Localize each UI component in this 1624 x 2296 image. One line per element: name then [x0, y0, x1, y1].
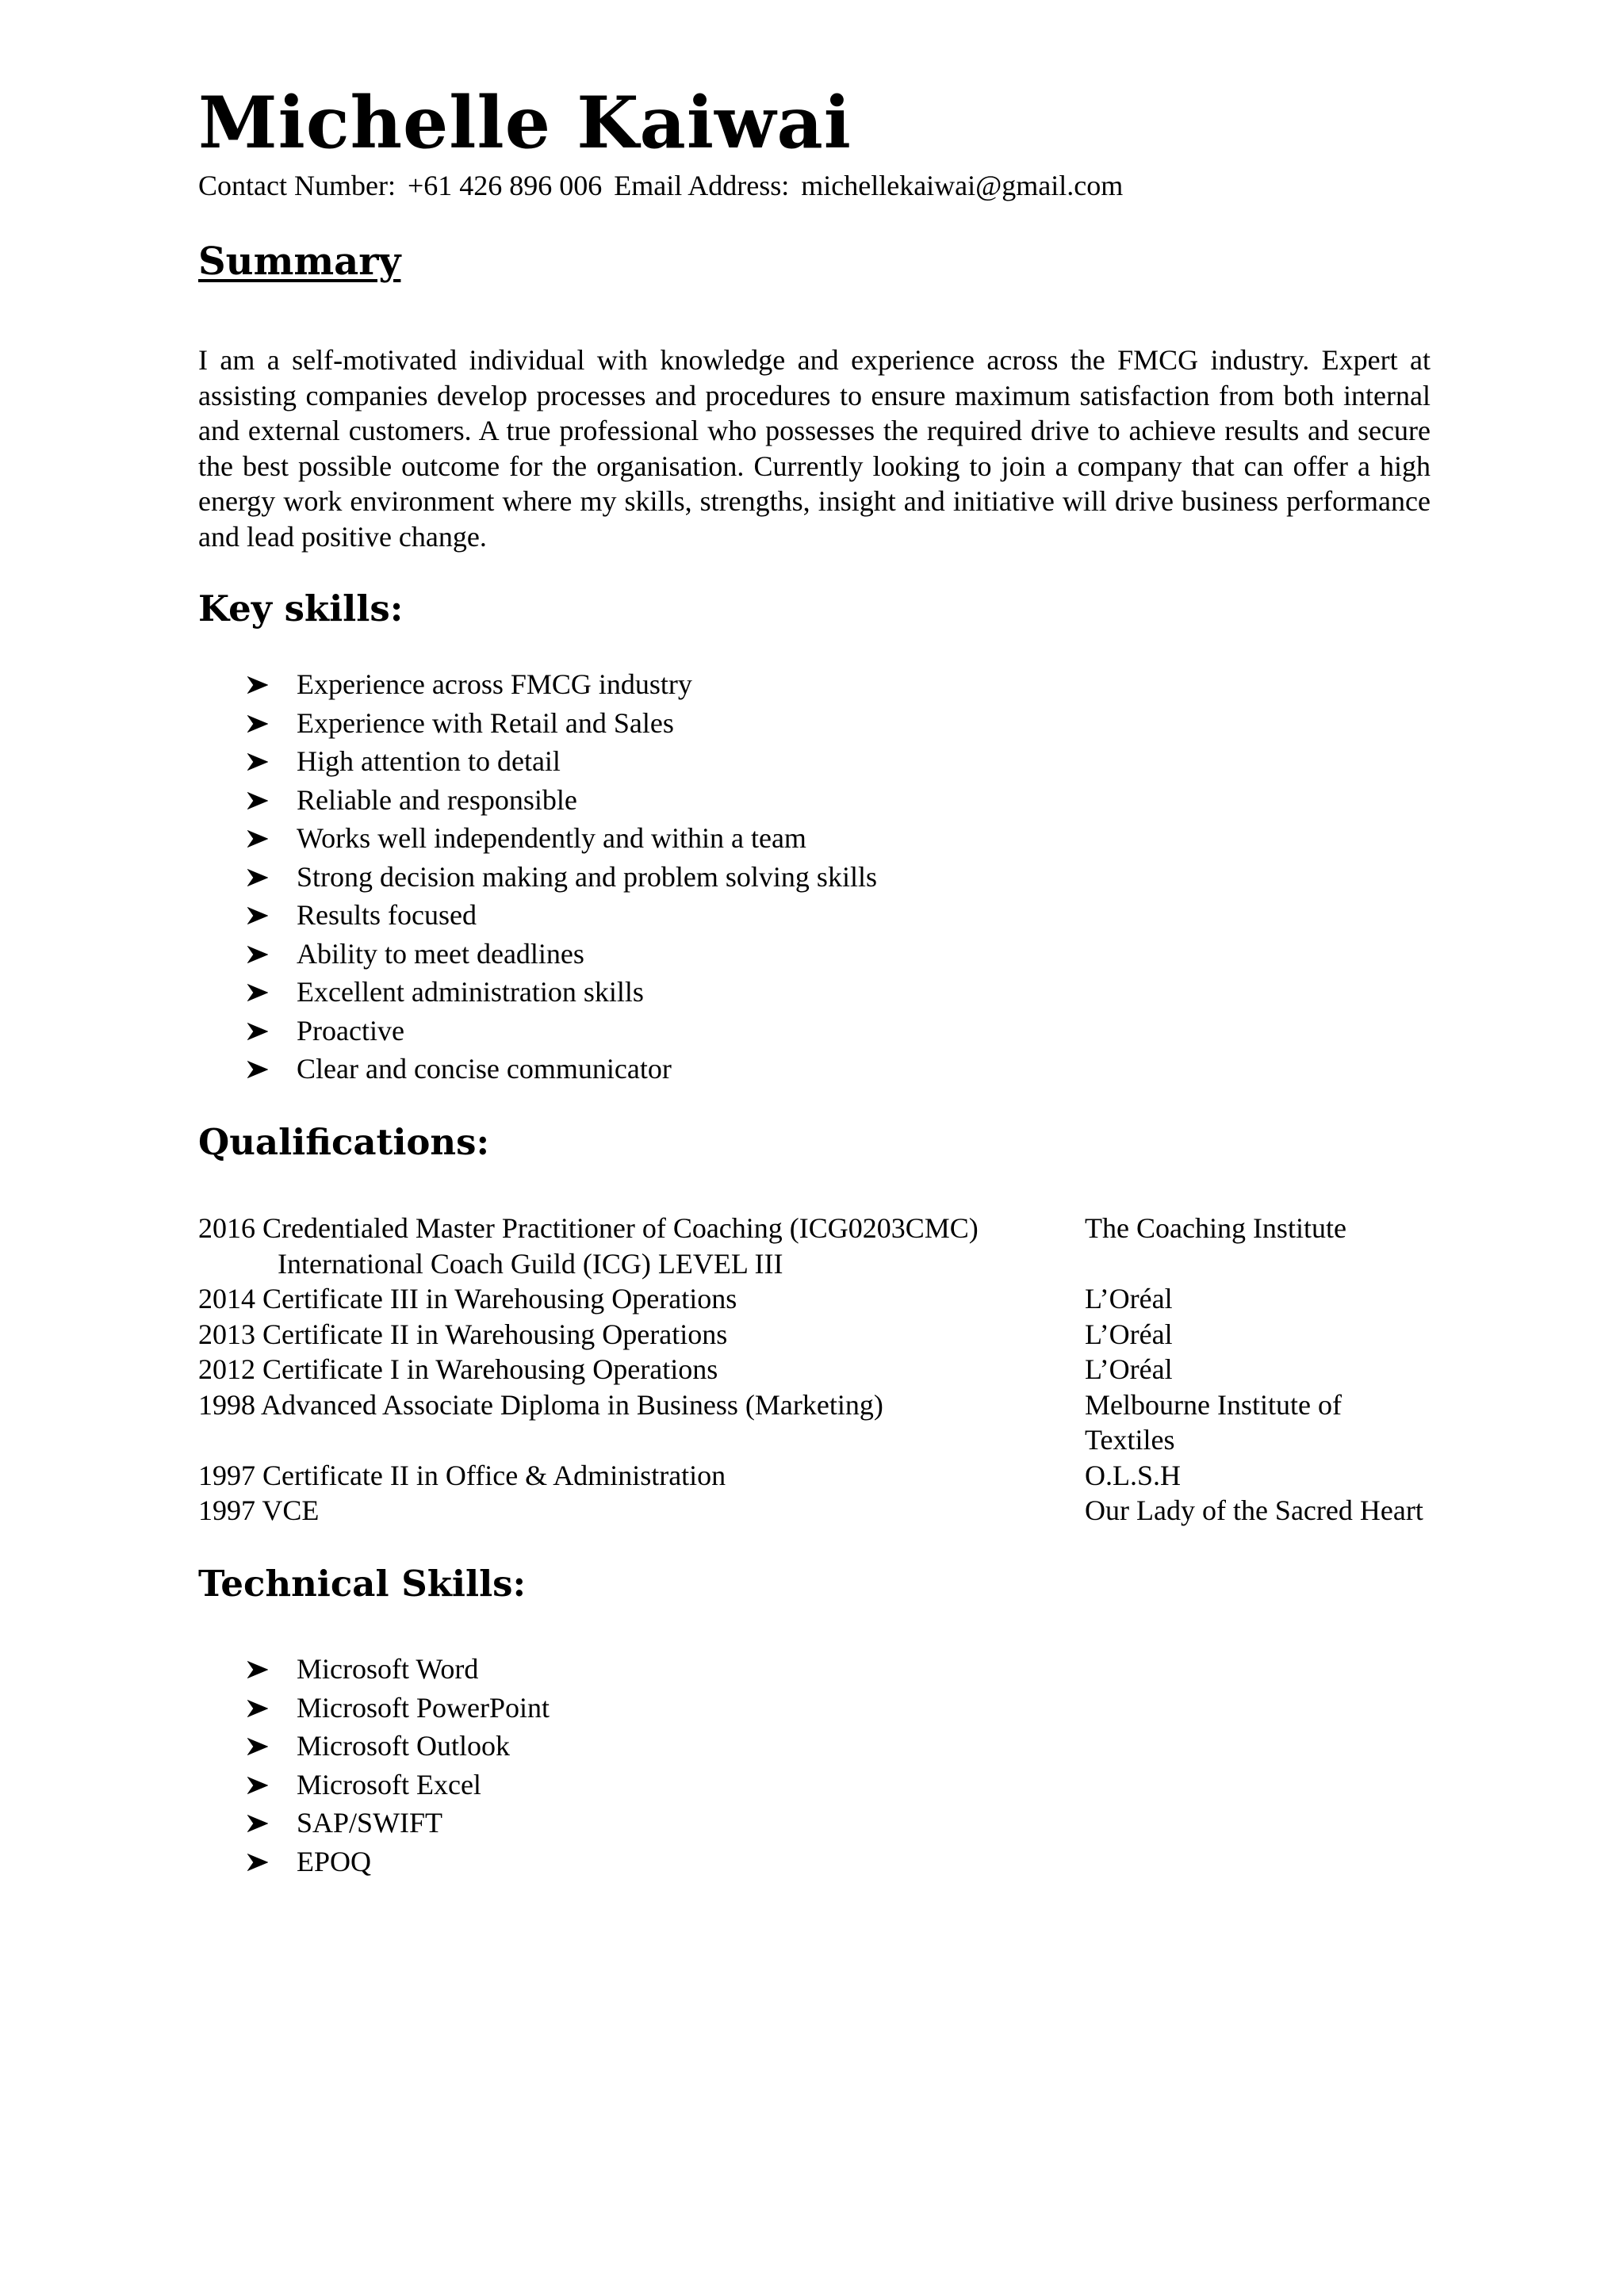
key-skill-item — [198, 665, 877, 704]
qualification-institution: L’Oréal — [1085, 1318, 1173, 1350]
arrowhead-bullet-icon — [247, 1804, 271, 1843]
key-skills-list — [198, 665, 877, 1089]
qualification-row — [198, 1281, 1467, 1317]
qualification-title: 2013 Certificate II in Warehousing Operations — [198, 1318, 728, 1350]
qualification-institution-cell — [1085, 1458, 1465, 1494]
arrowhead-bullet-icon — [247, 858, 271, 897]
arrowhead-bullet-icon — [247, 1727, 271, 1766]
qualification-title-continued: International Coach Guild (ICG) LEVEL III — [278, 1247, 783, 1280]
key-skill-item — [198, 896, 877, 935]
email-label: Email Address: — [614, 170, 790, 201]
qualification-row — [198, 1317, 1467, 1353]
key-skill-item-text: Experience with Retail and Sales — [297, 706, 674, 739]
technical-skill-item-text: Microsoft Excel — [297, 1768, 481, 1800]
qualification-institution-cell — [1085, 1352, 1465, 1387]
technical-skill-item — [198, 1766, 550, 1804]
arrowhead-bullet-icon — [247, 1050, 271, 1089]
qualification-title: 2012 Certificate I in Warehousing Operations — [198, 1353, 718, 1385]
qualification-institution-cell — [1085, 1387, 1465, 1458]
arrowhead-bullet-icon — [247, 742, 271, 781]
key-skill-item-text: Clear and concise communicator — [297, 1053, 672, 1085]
arrowhead-bullet-icon — [247, 1843, 271, 1881]
technical-skill-item-text: EPOQ — [297, 1845, 372, 1877]
qualification-institution-continued: Textiles — [1085, 1424, 1175, 1456]
key-skill-item-text: Results focused — [297, 899, 477, 931]
arrowhead-bullet-icon — [247, 665, 271, 704]
technical-skill-item — [198, 1843, 550, 1881]
phone-number: +61 426 896 006 — [407, 170, 603, 201]
key-skill-item-text: Experience across FMCG industry — [297, 668, 692, 700]
key-skill-item — [198, 858, 877, 897]
key-skill-item-text: Proactive — [297, 1014, 404, 1047]
qualification-row — [198, 1352, 1467, 1387]
qualifications-heading: Qualifications: — [198, 1121, 490, 1163]
summary-paragraph: I am a self-motivated individual with knowledge and experience across the FMCG industry. Expert at assisting companies develop processes and procedures to ensure maximum satisfaction from both internal and external customers. A true professional who possesses the required drive to achieve results and secure the best possible outcome for the organisation. Currently looking to join a company that can offer a high energy work environment where my skills, strengths, insight and initiative will drive business performance and lead positive change. — [198, 344, 1431, 553]
qualifications-table — [198, 1211, 1467, 1529]
qualification-institution-cell — [1085, 1281, 1465, 1317]
qualification-title: 1997 Certificate II in Office & Administration — [198, 1459, 726, 1491]
technical-skill-item-text: SAP/SWIFT — [297, 1807, 443, 1839]
technical-skill-item-text: Microsoft Word — [297, 1653, 479, 1685]
qualification-institution-cell — [1085, 1493, 1465, 1529]
qualification-institution: Our Lady of the Sacred Heart — [1085, 1494, 1423, 1526]
qualification-row — [198, 1387, 1467, 1458]
qualification-title: 1997 VCE — [198, 1494, 320, 1526]
key-skills-heading: Key skills: — [198, 587, 404, 629]
qualification-title: 2014 Certificate III in Warehousing Operations — [198, 1283, 737, 1314]
qualification-institution: Melbourne Institute of — [1085, 1388, 1342, 1421]
qualification-title-cell — [198, 1493, 1085, 1529]
key-skill-item-text: Excellent administration skills — [297, 976, 644, 1008]
qualification-institution: L’Oréal — [1085, 1283, 1173, 1314]
qualification-title-cell — [198, 1317, 1085, 1353]
qualification-title-cell — [198, 1211, 1085, 1281]
qualification-title-cell — [198, 1352, 1085, 1387]
technical-skill-item — [198, 1804, 550, 1843]
contact-line — [198, 168, 1123, 203]
technical-skills-heading: Technical Skills: — [198, 1563, 527, 1605]
qualification-title: 1998 Advanced Associate Diploma in Business (Marketing) — [198, 1388, 883, 1421]
qualification-title-cell — [198, 1387, 1085, 1458]
summary-heading: Summary — [198, 239, 401, 284]
qualification-institution-cell — [1085, 1211, 1465, 1281]
arrowhead-bullet-icon — [247, 819, 271, 858]
key-skill-item-text: High attention to detail — [297, 745, 561, 777]
arrowhead-bullet-icon — [247, 1650, 271, 1689]
arrowhead-bullet-icon — [247, 704, 271, 743]
technical-skill-item-text: Microsoft PowerPoint — [297, 1691, 550, 1724]
key-skill-item-text: Reliable and responsible — [297, 783, 577, 816]
candidate-name: Michelle Kaiwai — [198, 81, 852, 165]
key-skill-item — [198, 819, 877, 858]
key-skill-item-text: Works well independently and within a team — [297, 822, 806, 854]
key-skill-item-text: Strong decision making and problem solving skills — [297, 860, 877, 893]
qualification-title-cell — [198, 1281, 1085, 1317]
qualification-row — [198, 1458, 1467, 1494]
key-skill-item — [198, 973, 877, 1012]
qualification-institution: L’Oréal — [1085, 1353, 1173, 1385]
technical-skill-item — [198, 1650, 550, 1689]
key-skill-item — [198, 1050, 877, 1089]
contact-number-label: Contact Number: — [198, 170, 396, 201]
technical-skill-item-text: Microsoft Outlook — [297, 1730, 510, 1762]
arrowhead-bullet-icon — [247, 935, 271, 974]
arrowhead-bullet-icon — [247, 1012, 271, 1050]
key-skill-item — [198, 1012, 877, 1050]
key-skill-item — [198, 935, 877, 974]
qualification-title: 2016 Credentialed Master Practitioner of Coaching (ICG0203CMC) — [198, 1212, 979, 1244]
arrowhead-bullet-icon — [247, 973, 271, 1012]
qualification-institution-cell — [1085, 1317, 1465, 1353]
key-skill-item-text: Ability to meet deadlines — [297, 937, 584, 970]
arrowhead-bullet-icon — [247, 896, 271, 935]
technical-skills-list — [198, 1650, 550, 1881]
technical-skill-item — [198, 1727, 550, 1766]
technical-skill-item — [198, 1689, 550, 1728]
arrowhead-bullet-icon — [247, 781, 271, 820]
key-skill-item — [198, 704, 877, 743]
qualification-institution: O.L.S.H — [1085, 1459, 1182, 1491]
qualification-row — [198, 1211, 1467, 1281]
key-skill-item — [198, 781, 877, 820]
qualification-row — [198, 1493, 1467, 1529]
arrowhead-bullet-icon — [247, 1766, 271, 1804]
key-skill-item — [198, 742, 877, 781]
arrowhead-bullet-icon — [247, 1689, 271, 1728]
qualification-title-cell — [198, 1458, 1085, 1494]
email-address: michellekaiwai@gmail.com — [801, 170, 1124, 201]
qualification-institution: The Coaching Institute — [1085, 1212, 1346, 1244]
